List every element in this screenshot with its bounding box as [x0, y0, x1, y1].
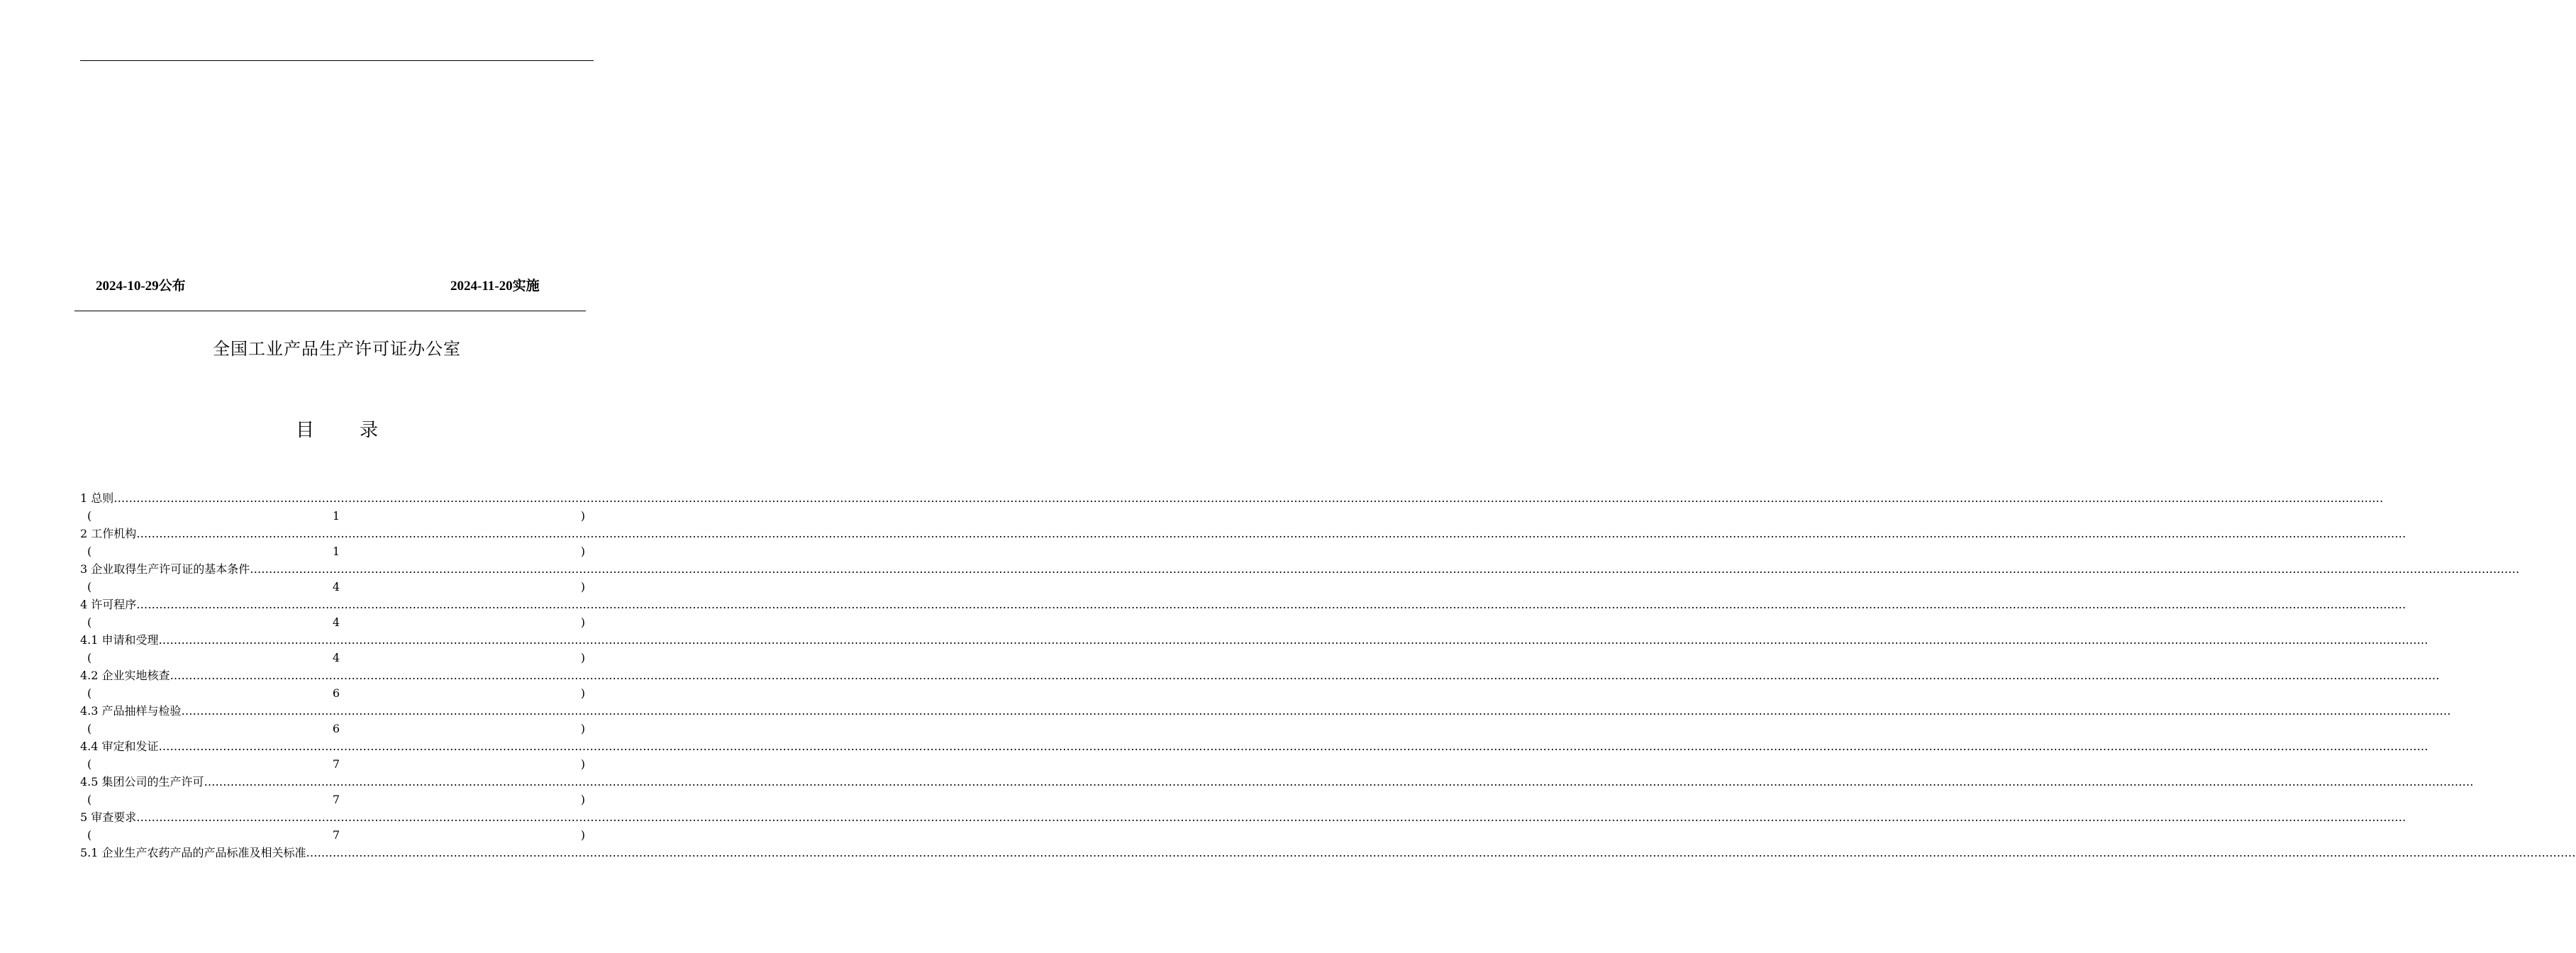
- toc-paren-close: ): [580, 651, 585, 664]
- toc-title-right: 录: [360, 420, 379, 441]
- toc-entry[interactable]: [80, 702, 2451, 737]
- toc-entry-page: 1: [332, 545, 340, 558]
- toc-entry-label: 3 企业取得生产许可证的基本条件: [80, 562, 250, 576]
- toc-paren-close: ): [580, 828, 585, 842]
- toc-entry-label: 4 许可程序: [80, 598, 137, 611]
- toc-entry[interactable]: [80, 525, 2406, 560]
- toc-leader-dots: ……………………………………………………………………………………………………………………………………………………………………………………………………………………………………………………………………………………………………………………………………………………………………………………………………………………………………………………………………………………………………………………………………………………: [204, 775, 2474, 788]
- publish-date: [96, 275, 186, 294]
- toc-title: [0, 416, 674, 442]
- toc-paren-close: ): [580, 793, 585, 806]
- toc-entry-page: 4: [332, 615, 340, 629]
- toc-entry-page: 7: [332, 757, 340, 771]
- toc-entry-page: 7: [332, 793, 340, 806]
- toc-entry[interactable]: [80, 844, 2576, 879]
- toc-entry-page: 6: [332, 722, 340, 735]
- toc-paren-close: ): [580, 509, 585, 523]
- toc-entry-label: 5 审查要求: [80, 810, 137, 824]
- toc-leader-dots: ……………………………………………………………………………………………………………………………………………………………………………………………………………………………………………………………………………………………………………………………………………………………………………………………………………………………………………………………………………………………………………………………………………………: [158, 740, 2428, 753]
- toc-entry-label: 4.2 企业实地核查: [80, 669, 170, 682]
- toc-paren-open: (: [87, 509, 92, 523]
- publish-date-suffix: 公布: [158, 279, 186, 294]
- toc-entry-label: 4.1 申请和受理: [80, 633, 159, 647]
- toc-entry-label: 4.3 产品抽样与检验: [80, 704, 182, 718]
- toc-entry-label: 5.1 企业生产农药产品的产品标准及相关标准: [80, 846, 306, 859]
- effective-date-suffix: 实施: [512, 279, 540, 294]
- toc-entry[interactable]: [80, 667, 2440, 702]
- table-of-contents: [80, 489, 2576, 879]
- toc-paren-open: (: [87, 793, 92, 806]
- toc-entry[interactable]: [80, 737, 2428, 773]
- toc-paren-open: (: [87, 580, 92, 593]
- toc-paren-close: ): [580, 615, 585, 629]
- toc-leader-dots: ……………………………………………………………………………………………………………………………………………………………………………………………………………………………………………………………………………………………………………………………………………………………………………………………………………………………………………………………………………………………………………………………………………………: [250, 562, 2520, 576]
- toc-leader-dots: ……………………………………………………………………………………………………………………………………………………………………………………………………………………………………………………………………………………………………………………………………………………………………………………………………………………………………………………………………………………………………………………………………………………: [181, 704, 2451, 718]
- header-rule: [80, 60, 594, 61]
- toc-leader-dots: ……………………………………………………………………………………………………………………………………………………………………………………………………………………………………………………………………………………………………………………………………………………………………………………………………………………………………………………………………………………………………………………………………………………: [136, 598, 2406, 611]
- toc-entry-page: 4: [332, 580, 340, 593]
- toc-paren-close: ): [580, 545, 585, 558]
- toc-paren-close: ): [580, 722, 585, 735]
- toc-paren-open: (: [87, 722, 92, 735]
- toc-entry[interactable]: [80, 773, 2474, 808]
- toc-leader-dots: ……………………………………………………………………………………………………………………………………………………………………………………………………………………………………………………………………………………………………………………………………………………………………………………………………………………………………………………………………………………………………………………………………………………: [158, 633, 2428, 647]
- toc-paren-open: (: [87, 686, 92, 700]
- toc-leader-dots: ……………………………………………………………………………………………………………………………………………………………………………………………………………………………………………………………………………………………………………………………………………………………………………………………………………………………………………………………………………………………………………………………………………………: [113, 491, 2384, 505]
- toc-entry[interactable]: [80, 489, 2384, 525]
- toc-paren-close: ): [580, 580, 585, 593]
- toc-entry[interactable]: [80, 631, 2428, 667]
- toc-entry-label: 2 工作机构: [80, 527, 137, 540]
- toc-entry[interactable]: [80, 808, 2406, 844]
- toc-entry[interactable]: [80, 560, 2520, 596]
- toc-entry-page: 4: [332, 651, 340, 664]
- toc-paren-open: (: [87, 828, 92, 842]
- toc-entry-page: 6: [332, 686, 340, 700]
- effective-date-value: 2024-11-20: [450, 279, 513, 294]
- toc-paren-close: ): [580, 686, 585, 700]
- toc-paren-close: ): [580, 757, 585, 771]
- toc-paren-open: (: [87, 757, 92, 771]
- toc-entry-label: 1 总则: [80, 491, 114, 505]
- toc-leader-dots: ……………………………………………………………………………………………………………………………………………………………………………………………………………………………………………………………………………………………………………………………………………………………………………………………………………………………………………………………………………………………………………………………………………………: [306, 846, 2576, 859]
- toc-title-left: 目: [295, 420, 314, 441]
- toc-entry-page: 7: [332, 828, 340, 842]
- toc-entry-label: 4.4 审定和发证: [80, 740, 159, 753]
- toc-paren-open: (: [87, 615, 92, 629]
- toc-leader-dots: ……………………………………………………………………………………………………………………………………………………………………………………………………………………………………………………………………………………………………………………………………………………………………………………………………………………………………………………………………………………………………………………………………………………: [136, 527, 2406, 540]
- toc-paren-open: (: [87, 651, 92, 664]
- toc-entry-page: 1: [332, 509, 340, 523]
- toc-entry-label: 4.5 集团公司的生产许可: [80, 775, 204, 788]
- toc-leader-dots: ……………………………………………………………………………………………………………………………………………………………………………………………………………………………………………………………………………………………………………………………………………………………………………………………………………………………………………………………………………………………………………………………………………………: [136, 810, 2406, 824]
- toc-paren-open: (: [87, 545, 92, 558]
- publish-date-value: 2024-10-29: [96, 279, 159, 294]
- toc-leader-dots: ……………………………………………………………………………………………………………………………………………………………………………………………………………………………………………………………………………………………………………………………………………………………………………………………………………………………………………………………………………………………………………………………………………………: [170, 669, 2440, 682]
- toc-entry[interactable]: [80, 596, 2406, 631]
- effective-date: [450, 275, 540, 294]
- issuer-name: 全国工业产品生产许可证办公室: [213, 339, 461, 359]
